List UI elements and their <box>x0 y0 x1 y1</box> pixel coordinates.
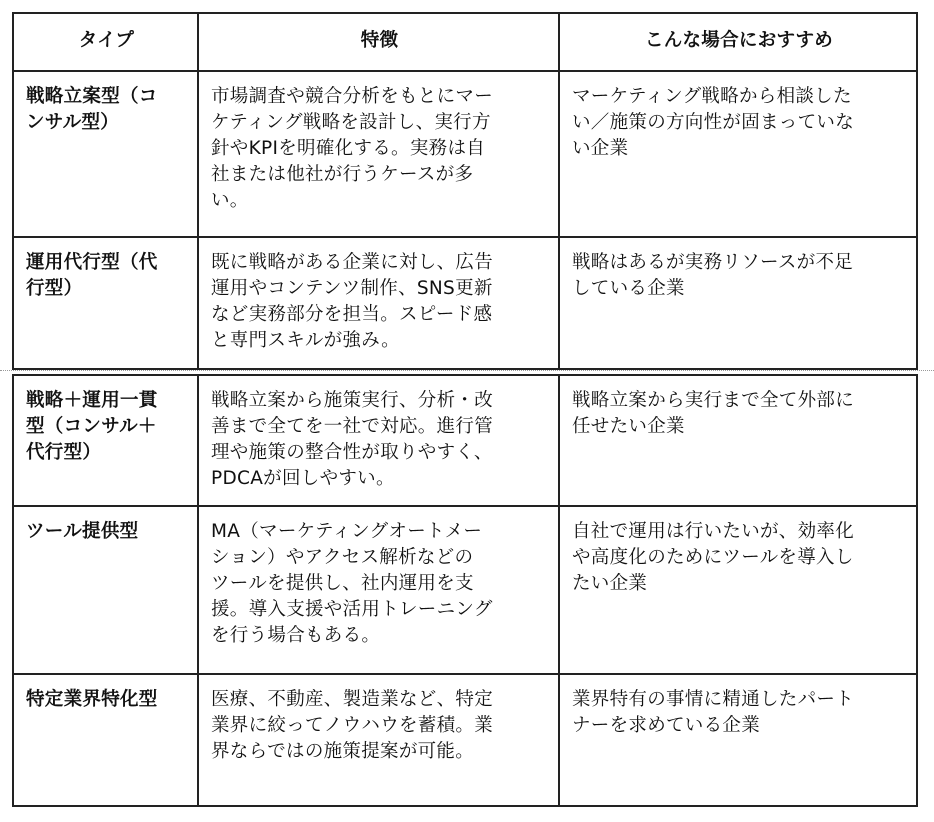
recommend-cell <box>560 507 916 673</box>
cell-line: 代行型） <box>26 442 102 463</box>
feature-cell <box>199 72 560 236</box>
cell-line: ション）やアクセス解析などの <box>211 547 474 568</box>
cell-line: い。 <box>211 190 249 211</box>
cell-line: 運用代行型（代 <box>26 252 158 273</box>
cell-line: 理や施策の整合性が取りやすく、 <box>211 442 493 463</box>
type-cell <box>14 376 199 505</box>
cell-line: 自社で運用は行いたいが、効率化 <box>572 521 855 542</box>
cell-line: 戦略はあるが実務リソースが不足 <box>572 252 854 273</box>
table-row <box>12 374 918 507</box>
header-feature: 特徴 <box>199 14 560 70</box>
feature-cell <box>199 238 560 368</box>
recommend-cell <box>560 376 916 505</box>
cell-line: 既に戦略がある企業に対し、広告 <box>211 252 494 273</box>
cell-line: 市場調査や競合分析をもとにマー <box>211 86 494 107</box>
cell-line: を行う場合もある。 <box>211 625 381 646</box>
type-cell <box>14 72 199 236</box>
type-cell <box>14 507 199 673</box>
cell-line: 運用やコンテンツ制作、SNS更新 <box>211 278 493 299</box>
cell-line: ツールを提供し、社内運用を支 <box>211 573 474 594</box>
cell-line: と専門スキルが強み。 <box>211 330 400 351</box>
cell-line: 行型） <box>26 278 83 299</box>
header-type: タイプ <box>14 14 199 70</box>
feature-cell <box>199 507 560 673</box>
cell-line: 戦略立案型（コ <box>26 86 158 107</box>
cell-line: 針やKPIを明確化する。実務は自 <box>211 138 486 159</box>
table-row <box>12 238 918 370</box>
cell-line: 戦略立案から施策実行、分析・改 <box>211 390 494 411</box>
recommend-cell <box>560 72 916 236</box>
cell-line: PDCAが回しやすい。 <box>211 468 395 489</box>
recommend-cell <box>560 238 916 368</box>
cell-line: など実務部分を担当。スピード感 <box>211 304 493 325</box>
cell-line: 医療、不動産、製造業など、特定 <box>211 689 494 710</box>
type-cell <box>14 238 199 368</box>
cell-line: 界ならではの施策提案が可能。 <box>211 741 475 762</box>
cell-line: たい企業 <box>572 573 648 594</box>
table-header-row <box>12 12 918 72</box>
cell-line: 業界に絞ってノウハウを蓄積。業 <box>211 715 494 736</box>
cell-line: 業界特有の事情に精通したパート <box>572 689 855 710</box>
cell-line: ツール提供型 <box>26 521 139 542</box>
recommend-cell <box>560 675 916 805</box>
cell-line: い／施策の方向性が固まっていな <box>572 112 855 133</box>
type-cell <box>14 675 199 805</box>
cell-line: 任せたい企業 <box>572 416 685 437</box>
table-row <box>12 72 918 238</box>
cell-line: 戦略立案から実行まで全て外部に <box>572 390 855 411</box>
cell-line: 戦略＋運用一貫 <box>26 390 158 411</box>
cell-line: 型（コンサル＋ <box>26 416 157 437</box>
header-recommend: こんな場合におすすめ <box>644 30 834 51</box>
feature-cell <box>199 675 560 805</box>
cell-line: 社または他社が行うケースが多 <box>211 164 474 185</box>
cell-line: している企業 <box>572 278 685 299</box>
cell-line: 善まで全てを一社で対応。進行管 <box>211 416 494 437</box>
cell-line: ケティング戦略を設計し、実行方 <box>211 112 491 133</box>
cell-line: ンサル型） <box>26 112 120 133</box>
cell-line: MA（マーケティングオートメー <box>211 521 483 542</box>
cell-line: や高度化のためにツールを導入し <box>572 547 854 568</box>
cell-line: い企業 <box>572 138 629 159</box>
comparison-table <box>12 12 918 807</box>
cell-line: マーケティング戦略から相談した <box>572 86 852 107</box>
feature-cell <box>199 376 560 505</box>
cell-line: 援。導入支援や活用トレーニング <box>211 599 493 620</box>
cell-line: ナーを求めている企業 <box>572 715 761 736</box>
table-row <box>12 675 918 807</box>
cell-line: 特定業界特化型 <box>26 689 158 710</box>
table-row <box>12 507 918 675</box>
